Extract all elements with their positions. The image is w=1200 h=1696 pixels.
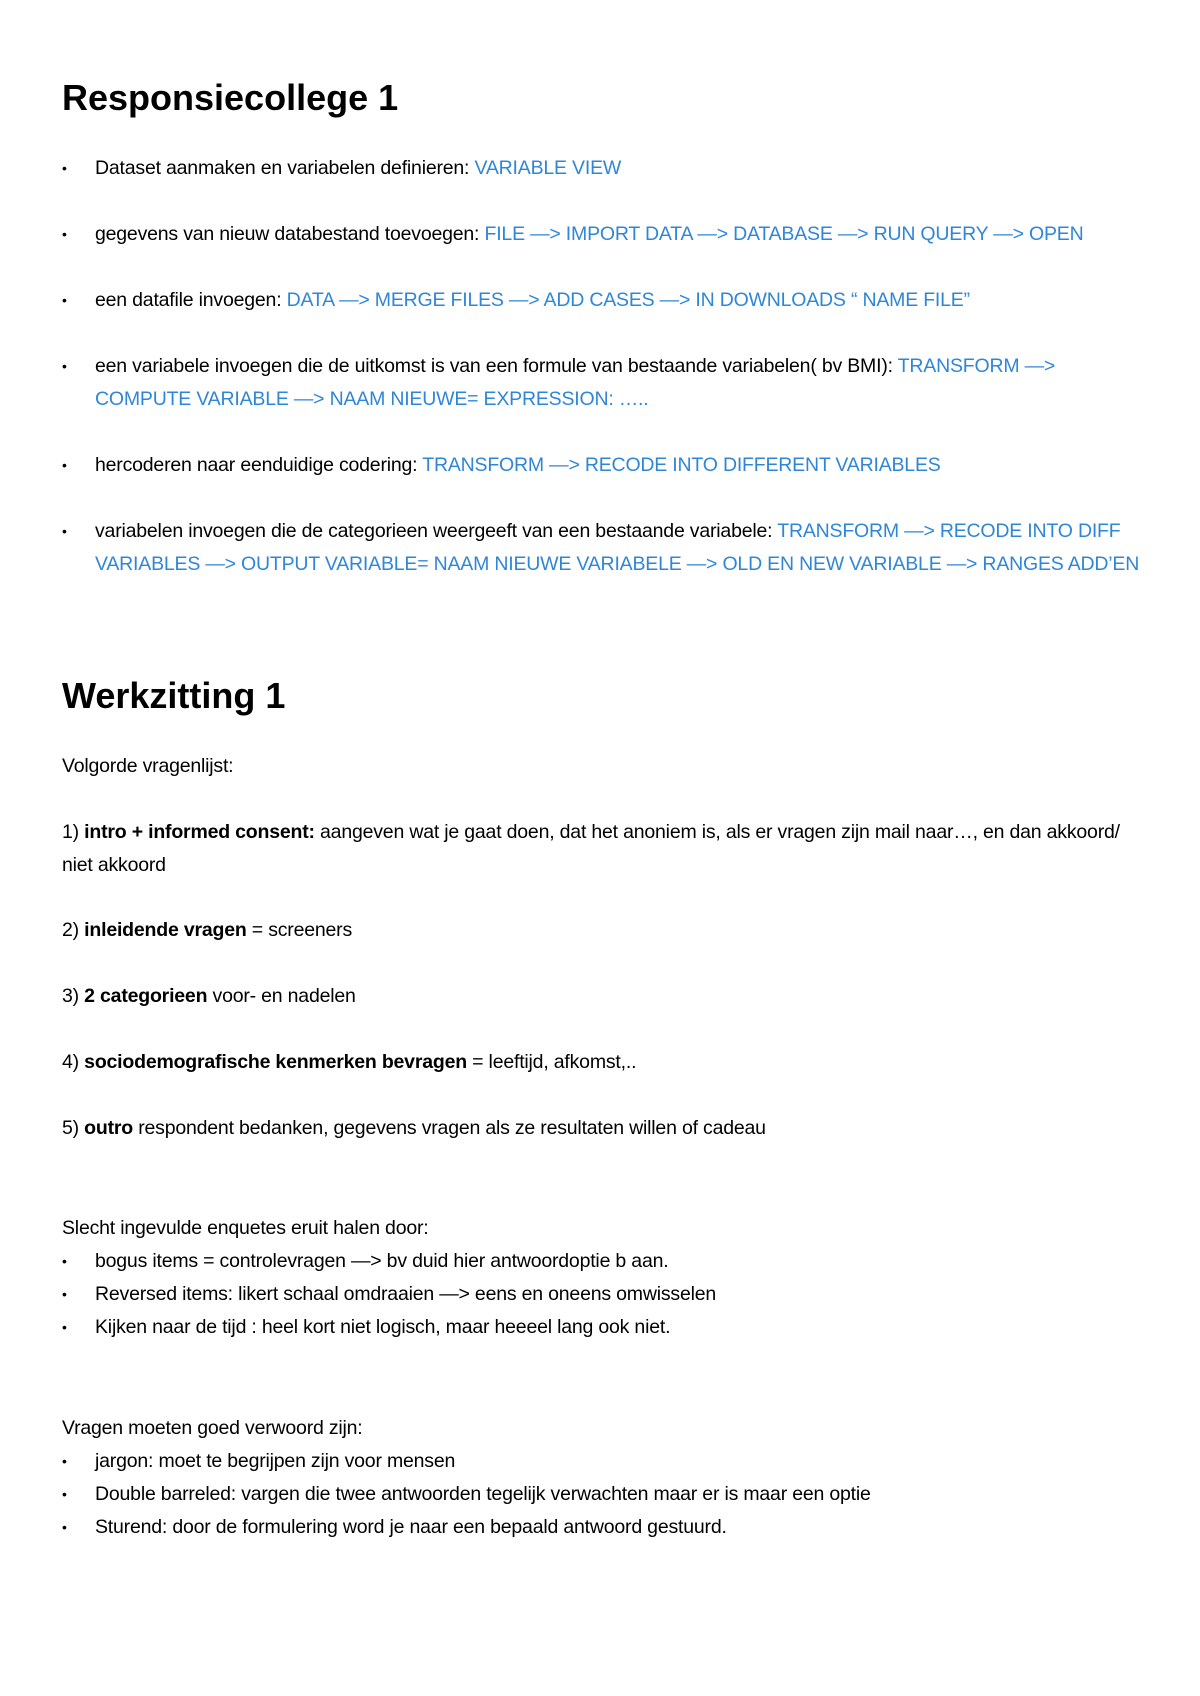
section-title-responsiecollege: Responsiecollege 1 [62,77,399,118]
bullet-icon: • [62,358,67,374]
bullet-icon: • [62,523,67,539]
menu-path: TRANSFORM —> RECODE INTO DIFF VARIABLES —> OUTPUT VARIABLE= NAAM NIEUWE VARIABELE —> OLD EN NEW VARIABLE —> RANGES ADD’EN [95,520,1140,575]
list-item: • een datafile invoegen: DATA —> MERGE FILES —> ADD CASES —> IN DOWNLOADS “ NAME FILE” [62,284,1142,317]
bullet-icon: • [62,292,67,308]
menu-path: FILE —> IMPORT DATA —> DATABASE —> RUN QUERY —> OPEN [484,223,1084,245]
bullet-icon: • [62,1253,67,1269]
bullet-icon: • [62,1486,67,1502]
bullet-icon: • [62,160,67,176]
list-item: • hercoderen naar eenduidige codering: TRANSFORM —> RECODE INTO DIFFERENT VARIABLES [62,449,1142,482]
list-item: • Reversed items: likert schaal omdraaien —> eens en oneens omwisselen [62,1278,1142,1311]
bullet-icon: • [62,1319,67,1335]
bullet-icon: • [62,1519,67,1535]
bullet-icon: • [62,1286,67,1302]
list-item: • gegevens van nieuw databestand toevoegen: FILE —> IMPORT DATA —> DATABASE —> RUN QUERY —> OPEN [62,218,1142,251]
wording-list [62,1445,1142,1544]
list-item: • Double barreled: vargen die twee antwoorden tegelijk verwachten maar er is maar een optie [62,1478,1142,1511]
menu-path: TRANSFORM —> COMPUTE VARIABLE —> NAAM NIEUWE= EXPRESSION: ….. [95,355,1056,410]
list-item: • een variabele invoegen die de uitkomst is van een formule van bestaande variabelen( bv BMI): TRANSFORM —> COMPUTE VARIABLE —> NAAM NIEUWE= EXPRESSION: ….. [62,350,1142,416]
list-item: • variabelen invoegen die de categorieen weergeeft van een bestaande variabele: TRANSFORM —> RECODE INTO DIFF VARIABLES —> OUTPUT VARIABLE= NAAM NIEUWE VARIABELE —> OLD EN NEW VARIABLE —> RANGES ADD’EN [62,515,1142,581]
intro-text: Volgorde vragenlijst: [62,755,234,777]
step-4: 4) sociodemografische kenmerken bevragen = leeftijd, afkomst,.. [62,1051,637,1073]
step-1: 1) intro + informed consent: aangeven wat je gaat doen, dat het anoniem is, als er vragen zijn mail naar…, en dan akkoord/ niet akkoord [62,821,1120,876]
bullet-icon: • [62,457,67,473]
bad-surveys-list [62,1245,1142,1344]
list-item: • jargon: moet te begrijpen zijn voor mensen [62,1445,1142,1478]
bullet-icon: • [62,1453,67,1469]
list-item: • Sturend: door de formulering word je naar een bepaald antwoord gestuurd. [62,1511,1142,1544]
list-item: • bogus items = controlevragen —> bv duid hier antwoordoptie b aan. [62,1245,1142,1278]
wording-heading: Vragen moeten goed verwoord zijn: [62,1417,363,1439]
menu-path: DATA —> MERGE FILES —> ADD CASES —> IN DOWNLOADS “ NAME FILE” [286,289,970,311]
list-item: • Kijken naar de tijd : heel kort niet logisch, maar heeeel lang ook niet. [62,1311,1142,1344]
section-title-werkzitting: Werkzitting 1 [62,675,286,716]
step-2: 2) inleidende vragen = screeners [62,919,353,941]
list-item: • Dataset aanmaken en variabelen definieren: VARIABLE VIEW [62,152,1142,185]
bullet-icon: • [62,226,67,242]
menu-path: TRANSFORM —> RECODE INTO DIFFERENT VARIABLES [422,454,941,476]
step-3: 3) 2 categorieen voor- en nadelen [62,985,356,1007]
responsiecollege-list [62,152,1142,614]
bad-surveys-heading: Slecht ingevulde enquetes eruit halen door: [62,1217,429,1239]
menu-path: VARIABLE VIEW [474,157,622,179]
step-5: 5) outro respondent bedanken, gegevens vragen als ze resultaten willen of cadeau [62,1117,766,1139]
